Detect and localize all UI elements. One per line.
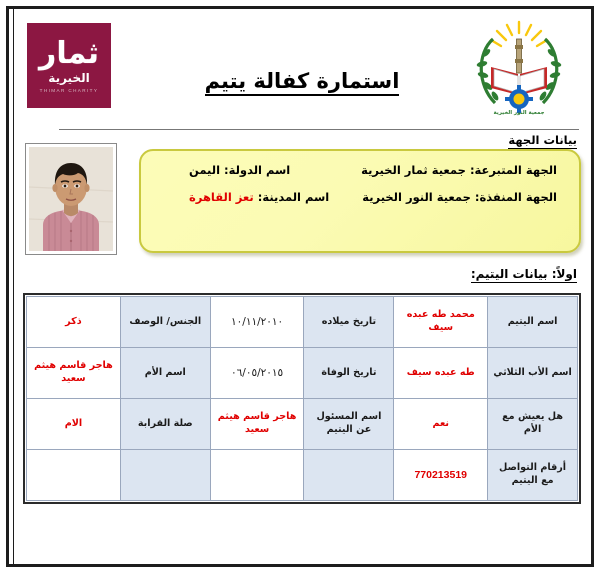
cell-value-mother-name: هاجر قاسم هيثم سعيد [27,348,121,399]
org-row [163,163,557,177]
cell-value-empty-1 [210,450,304,501]
org-city-field [163,190,329,204]
org-section-heading [508,133,577,147]
cell-value-gender: ذكر [27,297,121,348]
cell-label-relationship: صلة القرابة [120,399,210,450]
org-implementer-value: جمعية النور الخيرية [362,190,471,204]
org-donor-label: الجهة المتبرعة: [469,163,557,177]
thimar-charity-logo [27,23,111,108]
org-city-label: اسم المدينة: [257,190,330,204]
thimar-logo-calligraphy: ثمار [39,35,99,71]
cell-value-birth-date: ١٠/١١/٢٠١٠ [210,297,304,348]
header-divider [59,129,579,130]
org-country-value: اليمن [189,163,221,177]
cell-label-contact-numbers: أرقام التواصل مع اليتيم [488,450,578,501]
org-row [163,190,557,204]
cell-value-death-date: ٠٦/٠٥/٢٠١٥ [210,348,304,399]
org-country-label: اسم الدولة: [224,163,291,177]
cell-value-empty-2 [27,450,121,501]
al-noor-charity-emblem [471,19,567,117]
cell-label-father-name: اسم الأب الثلاثي [488,348,578,399]
page-title-text: استمارة كفالة يتيم [205,69,400,96]
cell-label-mother-name: اسم الأم [120,348,210,399]
table-row [27,297,578,348]
cell-label-guardian-name: اسم المسئول عن اليتيم [304,399,394,450]
cell-label-empty-2 [120,450,210,501]
orphan-photo [25,143,117,255]
document-page [6,6,594,567]
cell-label-birth-date: تاريخ ميلاده [304,297,394,348]
org-implementer-field [362,190,557,204]
org-donor-value: جمعية ثمار الخيرية [361,163,466,177]
page-border-rule [13,9,14,564]
cell-value-father-name: طه عبده سيف [394,348,488,399]
org-section-heading-text: بيانات الجهة [508,133,577,147]
org-info-box [139,149,581,253]
org-country-field [163,163,290,177]
org-donor-field [361,163,557,177]
cell-label-empty-1 [304,450,394,501]
table-row [27,348,578,399]
orphan-section-heading [471,267,577,281]
table-row [27,450,578,501]
cell-value-contact-numbers: 770213519 [394,450,488,501]
thimar-logo-subtitle-en: THIMAR CHARITY [39,87,99,93]
svg-text:جمعية النور الخيرية: جمعية النور الخيرية [493,110,545,116]
table-row [27,399,578,450]
cell-value-lives-with-mother: نعم [394,399,488,450]
cell-label-death-date: تاريخ الوفاة [304,348,394,399]
cell-value-guardian-name: هاجر قاسم هيثم سعيد [210,399,304,450]
cell-label-orphan-name: اسم اليتيم [488,297,578,348]
cell-value-relationship: الام [27,399,121,450]
orphan-data-table [26,296,578,501]
orphan-section-heading-text: اولاً: بيانات اليتيم: [470,267,577,281]
cell-label-gender: الجنس/ الوصف [120,297,210,348]
org-city-value: تعز القاهرة [189,190,254,204]
org-implementer-label: الجهة المنفذة: [474,190,557,204]
document-header [19,17,585,121]
cell-label-lives-with-mother: هل يعيش مع الأم [488,399,578,450]
cell-value-orphan-name: محمد طه عبده سيف [394,297,488,348]
orphan-data-table-frame [23,293,581,504]
thimar-logo-subtitle-ar: الخيرية [48,70,90,85]
